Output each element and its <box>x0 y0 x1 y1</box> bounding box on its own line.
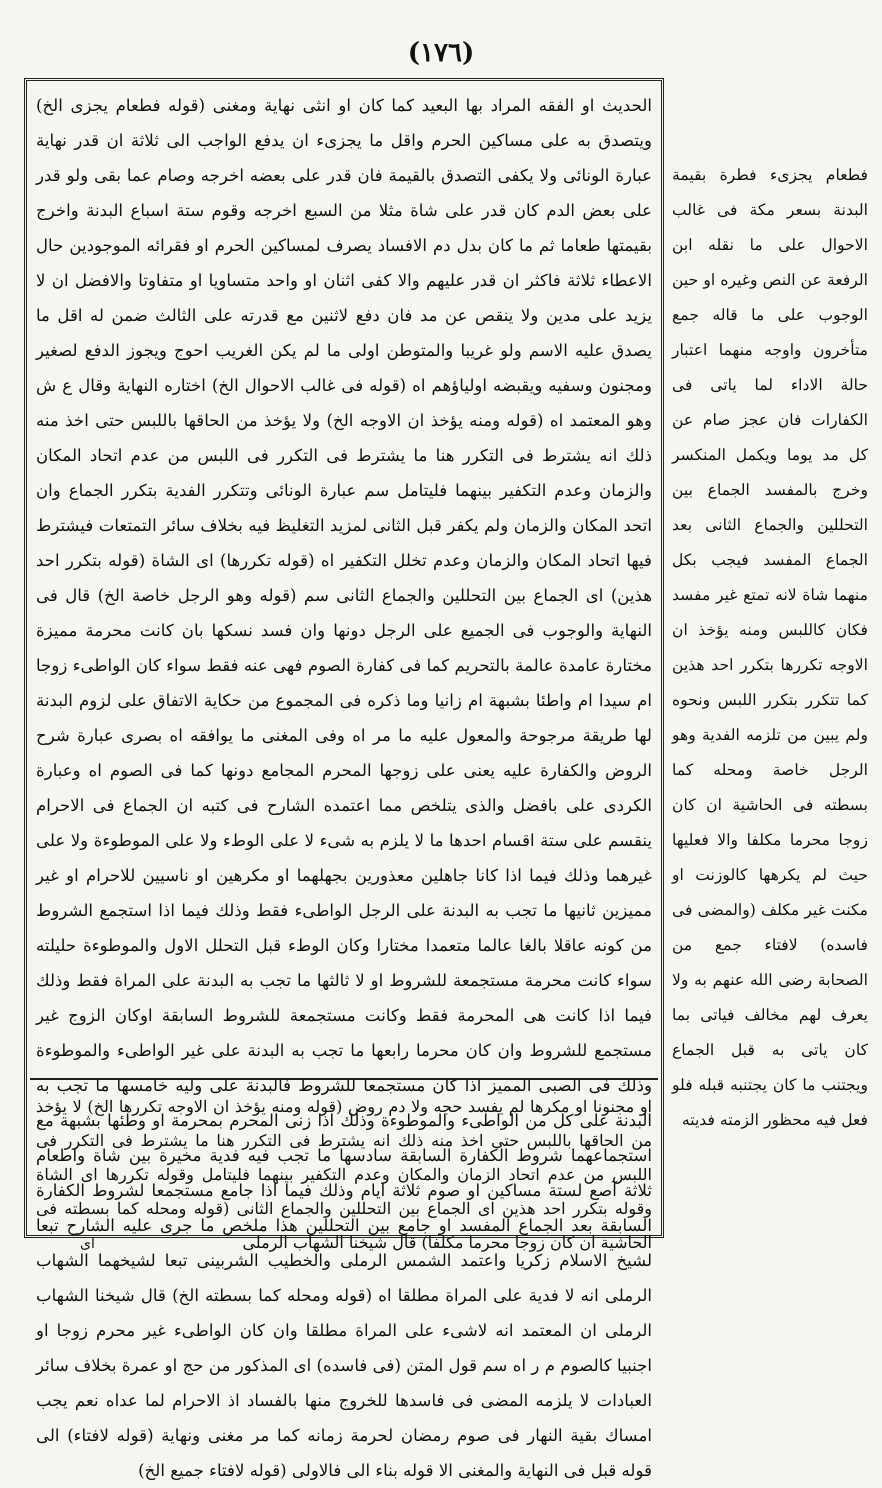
page-number: (١٧٦) <box>407 38 475 68</box>
margin-matn-text <box>672 158 868 1129</box>
main-paragraph: الحديث او الفقه المراد بها البعيد كما كان او انثى نهاية ومغنى (قوله فطعام يجزى الخ) ويتصدق به على مساكين الحرم واقل ما يجزىء ان يدفع الواجب الى ثلاثة ان قدر نهاية عبارة الونائى ولا يكفى التصدق بالقيمة فان قدر على بعضه اخرجه وصام عما بقى ولو قدر على بعض الدم كان قدر على شاة مثلا من السبع اخرجه وقوم ستة اسباع البدنة واخرج بقيمتها طعاما ثم ما كان بدل دم الافساد يصرف لمساكين الحرم او فقرائه الموجودين حال الاعطاء ثلاثة فاكثر ان قدر عليهم والا كفى اثنان او واحد متساويا او متفاوتا والافضل ان لا يزيد على مدين ولا ينقص عن مد فان دفع لاثنين مع قدرته على الثالث ضمن له اقل ما يصدق عليه الاسم ولو غريبا والمتوطن اولى ما لم يكن الغريب احوج ويجوز الدفع لصغير ومجنون وسفيه ويقبضه اولياؤهم اه (قوله فى غالب الاحوال الخ) اختاره النهاية وقال ع ش وهو المعتمد اه (قوله ومنه يؤخذ ان الاوجه الخ) ولا يؤخذ من الحاقها باللبس حتى اخذ منه ذلك انه يشترط فى التكرر هنا ما يشترط فى التكرر فى اللبس من عدم اتحاد المكان والزمان وعدم التكفير بينهما فليتامل سم عبارة الونائى وتتكرر الفدية بتكرر الجماع وان اتحد المكان والزمان ولم يكفر قبل الثانى لمزيد التغليظ فيه بخلاف سائر التمتعات فيشترط فيها اتحاد المكان والزمان وعدم تخلل التكفير اه (قوله تكررها) اى الشاة (قوله بتكرر احد هذين) اى الجماع بين التحللين والجماع الثانى سم (قوله وهو الرجل خاصة الخ) قال فى النهاية والوجوب فى الجميع على الرجل دونها وان فسد نسكها بان كانت محرمة مميزة مختارة عامدة عالمة بالتحريم كما فى كفارة الصوم فهى عنه فقط سواء كان الواطىء زوجا ام سيدا ام واطئا بشبهة ام زانيا وما ذكره فى المجموع من حكاية الاتفاق على لزوم البدنة لها طريقة مرجوحة والمعول عليه ما مر اه وفى المغنى ما يوافقه اه بصرى عبارة شرح الروض والكفارة عليه يعنى على زوجها المحرم المجامع دونها كما فى الصوم اه وعبارة الكردى على بافضل والذى يتلخص مما اعتمده الشارح فى كتبه ان الجماع فى الاحرام ينقسم على ستة اقسام احدها ما لا يلزم به شىء لا على الوطء ولا على الموطوءة ولا على غيرهما وذلك فيما اذا كانا جاهلين معذورين بجهلهما او مكرهين او ناسيين للاحرام او غير مميزين ثانيها ما تجب به البدنة على الرجل الواطىء فقط وذلك فيما اذا استجمع الشروط من كونه عاقلا بالغا عالما متعمدا مختارا وكان الوطء قبل التحلل الاول والموطوءة حليلته سواء كانت محرمة مستجمعة للشروط او لا ثالثها ما تجب به البدنة على المراة فقط وذلك فيما اذا كانت هى المحرمة فقط وكانت مستجمعة للشروط السابقة اوكان الزوج غير مستجمع للشروط وان كان محرما رابعها ما تجب به البدنة على غير الواطىء والموطوءة وذلك فى الصبى المميز اذا كان مستجمعا للشروط فالبدنة على وليه خامسها ما تجب به البدنة على كل من الواطىء والموطوءة وذلك اذا زنى المحرم بمحرمة او وطئها بشبهة مع استجماعهما شروط الكفارة السابقة سادسها ما تجب فيه فدية مخيرة بين شاة واطعام ثلاثة آصع لستة مساكين او صوم ثلاثة ايام وذلك فيما اذا جامع مستجمعا لشروط الكفارة السابقة بعد الجماع المفسد او جامع بين التحللين هذا ملخص ما جرى عليه الشارح تبعا لشيخ الاسلام زكريا واعتمد الشمس الرملى والخطيب الشربينى تبعا لشيخهما الشهاب الرملى انه لا فدية على المراة مطلقا اه (قوله ومحله كما بسطته الخ) قال شيخنا الشهاب الرملى ان المعتمد انه لاشىء على المراة مطلقا وان كان الواطىء غير محرم زوجا او اجنبيا كالصوم م ر اه سم قول المتن (فى فاسده) اى المذكور من حج او عمرة بخلاف سائر العبادات لا يلزمه المضى فى فاسدها للخروج منها بالفساد اذ الاحرام لما عداه نعم يجب امساك بقية النهار فى صوم رمضان لحرمة زمانه كما مر مغنى ونهاية (قوله لافتاء) الى قوله قبل فى النهاية والمغنى الا قوله بناء الى فالاولى (قوله لافتاء جميع الخ) <box>36 96 652 1480</box>
footnote-paragraph: او مجنونا او مكرها لم يفسد حجه ولا دم روض (قوله ومنه يؤخذ ان الاوجه تكررها الخ) لا يؤخذ من الحاقها باللبس حتى اخذ منه ذلك انه يشترط فى التكرر هنا ما يشترط فى التكرر فى اللبس من عدم اتحاد الزمان والمكان وعدم التكفير بينهما فليتامل وقوله تكررها اى الشاة وقوله بتكرر احد هذين اى الجماع بين التحللين والجماع الثانى (قوله ومحله كما بسطته فى الحاشية ان كان زوجا محرما مكلفا) قال شيخنا الشهاب الرملى <box>36 1097 652 1252</box>
footnote-commentary-text <box>36 1090 652 1252</box>
footnote-divider <box>30 1078 658 1080</box>
catchword: اى <box>80 1236 95 1252</box>
margin-paragraph: فطعام يجزىء فطرة بقيمة البدنة بسعر مكة فى غالب الاحوال على ما نقله ابن الرفعة عن النص وغيره او حين الوجوب على ما قاله جمع متأخرون واوجه منهما اعتبار حالة الاداء لما ياتى فى الكفارات فان عجز صام عن كل مد يوما ويكمل المنكسر وخرج بالمفسد الجماع بين التحللين والجماع الثانى بعد الجماع المفسد فيجب بكل منهما شاة لانه تمتع غير مفسد فكان كاللبس ومنه يؤخذ ان الاوجه تكررها بتكرر احد هذين كما تتكرر بتكرر اللبس ونحوه ولم يبين من تلزمه الفدية وهو الرجل خاصة ومحله كما بسطته فى الحاشية ان كان زوجا محرما مكلفا والا فعليها حيث لم يكرهها كالوزنت او مكنت غير مكلف (والمضى فى فاسده) لافتاء جمع من الصحابة رضى الله عنهم به ولا يعرف لهم مخالف فياتى بما كان ياتى به قبل الجماع ويجتنب ما كان يجتنبه قبله فلو فعل فيه محظور الزمته فديته <box>672 166 868 1129</box>
